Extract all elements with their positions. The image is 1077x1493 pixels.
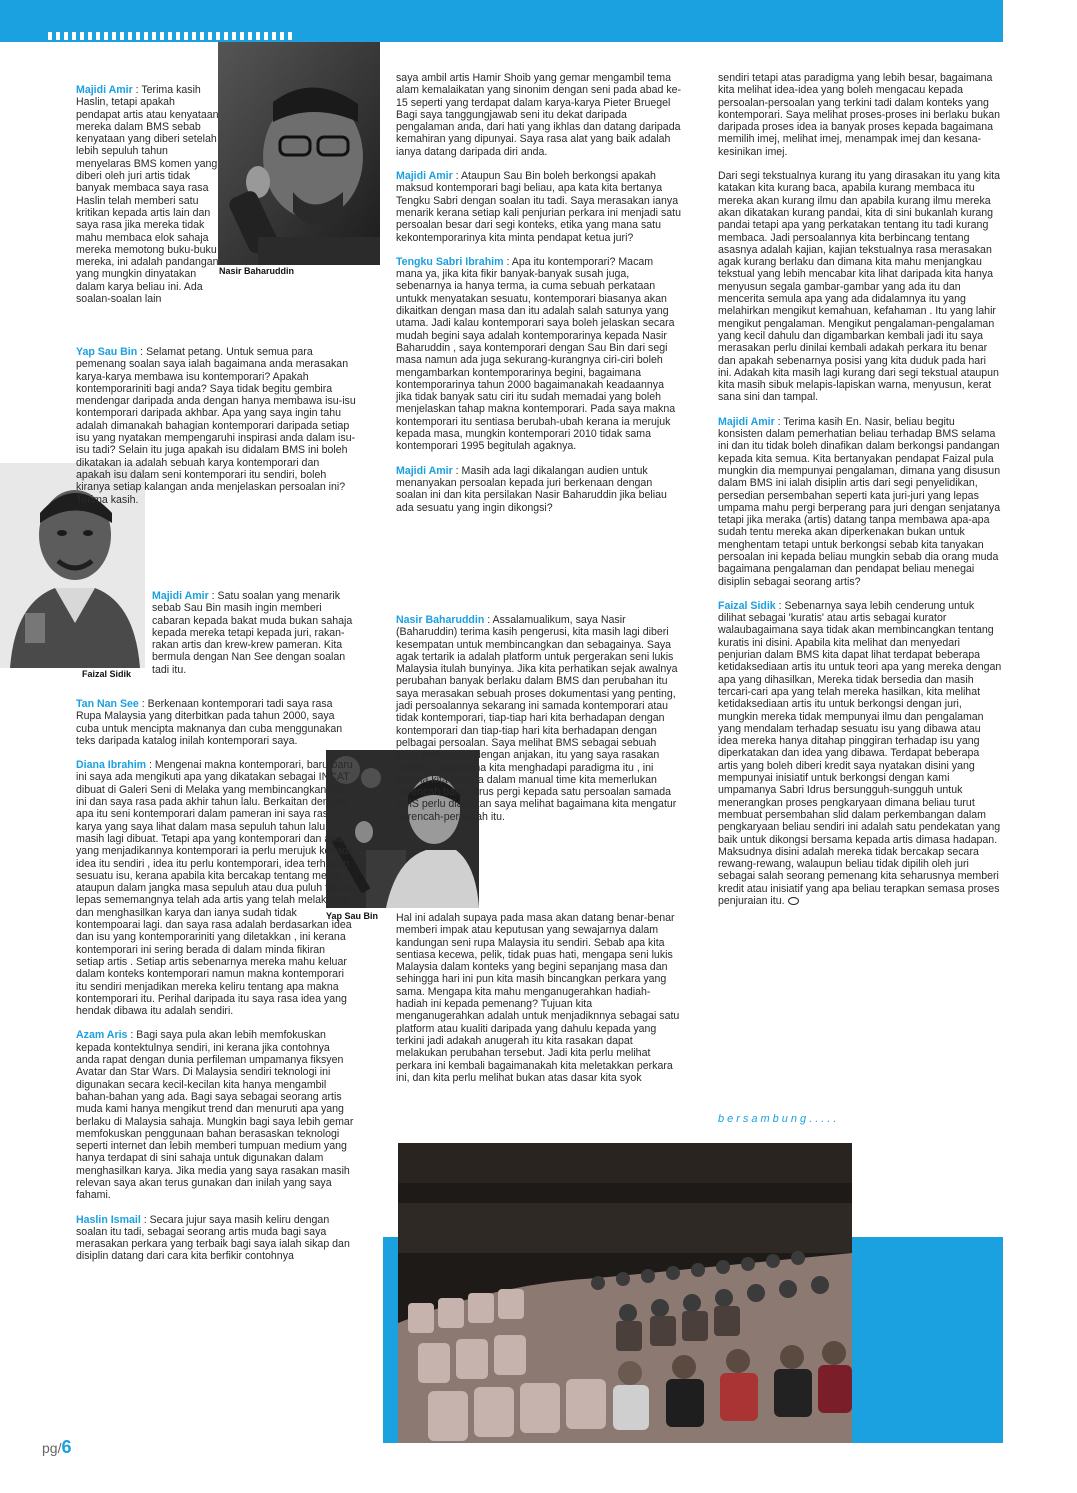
paragraph-text: : Terima kasih Haslin, tetapi apakah pendapat artis atau kenyataan mereka dalam BMS sebab kenyataan yang diberi setelah lebih sepuluh tahun menyelaras BMS komen yang diberi oleh juri artis tidak banyak membaca saya rasa Haslin telah memberi satu kritikan kepada artis lain dan saya rasa jika mereka tidak mahu membaca elok sahaja mereka memotong buku-buku mereka, ini adalah pandangan yang mungkin dinyatakan dalam karya beliau ini. Ada soalan-soalan lain xyxy=(76,84,219,306)
paragraph-col2-intro xyxy=(396,72,682,158)
paragraph-col3-tekstual xyxy=(718,170,1002,404)
paragraph-majidi-amir-5 xyxy=(718,416,1002,588)
paragraph-yap-sau-bin xyxy=(76,346,356,506)
paragraph-diana-ibrahim xyxy=(76,759,356,1017)
caption-yap-sau-bin: Yap Sau Bin xyxy=(326,911,379,921)
speaker-name: Majidi Amir xyxy=(76,84,133,96)
paragraph-faizal-sidik xyxy=(718,600,1002,907)
text-column-1-lower xyxy=(76,346,356,518)
paragraph-tengku-sabri xyxy=(396,256,682,453)
page-number-value: 6 xyxy=(61,1437,72,1457)
paragraph-text: Dari segi tekstualnya kurang itu yang dirasakan itu yang kita katakan kita kurang baca, apabila kurang membaca itu mereka akan kurang ilmu dan apabila kurang ilmu mereka akan dikatakan kurang pandai, kita di sini bukanlah kurang pandai tetapi apa yang perkatakan tentang itu tadi kurang membaca. Jadi persoalannya kita berbincang tentang asasnya adalah kajian, kajian tekstualnya rasa merasakan agak kurang berlaku dan dimana kita mahu menjangkau tekstual yang lebih mencabar kita lihat daripada kita hanya menyusun segala gambar-gambar yang ada itu dan mencerita semula apa yang ada didalamnya itu yang melahirkan mengikut kemahuan, kefahaman . Itu yang lahir mengikut pengalaman. Mengikut pengalaman-pengalaman yang kecil dahulu dan digambarkan kembali jadi itu saya merasakan perlu dinilai kembali adakah perkara itu benar dan apakah sebenarnya posisi yang kita duduk pada hari ini. Adakah kita masih lagi kurang dari segi tekstual ataupun kita masih sibuk melapis-lapiskan warna, menyusun, kerat sana sini dan tampal. xyxy=(718,170,1001,404)
photo-nasir-image xyxy=(218,42,380,265)
paragraph-text: : Secara jujur saya masih keliru dengan soalan itu tadi, sebagai seorang artis muda bagi saya merasakan perkara yang terbaik bagi saya ialah sikap dan disiplin datang dari cara kita berfikir contohnya xyxy=(76,1213,350,1263)
photo-nasir-baharuddin xyxy=(218,42,380,265)
paragraph-text: : Bagi saya pula akan lebih memfokuskan kepada kontektulnya sendiri, ini kerana jika contohnya anda rapat dengan dunia perfileman umpamanya fiksyen Avatar dan Star Wars. Di Malaysia sendiri teknologi ini digunakan secara kecil-kecilan kita hanya mengambil bahan-bahan yang ada. Bagi saya sebagai seorang artis muda kami hanya mengikut trend dan menuruti apa yang berlaku di Malaysia sahaja. Mungkin bagi saya lebih gemar memfokuskan penggunaan bahan berasaskan teknologi seperti internet dan lebih memberi tumpuan medium yang hanya terdapat di sini sahaja untuk digunakan dalam menghasilkan karya. Jika media yang saya rasakan masih relevan saya akan terus gunakan dan inilah yang saya fahami. xyxy=(76,1029,354,1202)
paragraph-majidi-amir-4 xyxy=(396,465,682,514)
paragraph-majidi-amir-3 xyxy=(396,170,682,244)
speaker-name: Tan Nan See xyxy=(76,698,139,710)
speaker-name: Nasir Baharuddin xyxy=(396,614,485,626)
speaker-name: Haslin Ismail xyxy=(76,1213,141,1226)
speaker-name: Majidi Amir xyxy=(396,170,453,183)
caption-nasir-baharuddin: Nasir Baharuddin xyxy=(219,266,295,276)
text-column-1-indented xyxy=(152,590,356,688)
paragraph-text: : Satu soalan yang menarik sebab Sau Bin masih ingin memberi cabaran kepada bakat muda bukan sahaja kepada mereka tetapi kepada juri, rakan-rakan artis dan krew-krew pameran. Kita bermula dengan Nan See dengan soalan tadi itu. xyxy=(152,590,353,676)
paragraph-text: : Sebenarnya saya lebih cenderung untuk dilihat sebagai 'kuratis' atau artis sebagai kurator walaubagaimana saya tidak akan membincangkan tentang kuratis ini disini. Apabila kita melihat dan menyedari penjurian dalam BMS kita dapat lihat terdapat beberapa ketidaksediaan artis itu untuk teori apa yang mereka dengan apa yang dihasilkan, Mereka tidak bersedia dan masih tercari-cari apa yang telah mereka hasilkan, kita melihat ketidaksediaan artis itu untuk berkongsi dengan juri, mungkin mereka tidak mempunyai ilmu dan pengalaman yang mendalam terhadap sesuatu isu yang dibawa atau idea mereka hanya ditahap pinggiran terhadap isu yang diperkatakan dan idea yang dibawa. Terdapat beberapa artis yang boleh diberi kredit saya nyatakan disini yang mempunyai inisiatif untuk berkongsi dengan kami umpamanya Sabri Idrus bersungguh-sungguh untuk menerangkan proses pengkaryaan dimana beliau turut membuat persembahan slid dalam perkembangan dalam pengkaryaan beliau sendiri ini adalah satu pendekatan yang baik untuk dikongsi bersama kepada artis dimasa hadapan. Maksudnya disini adalah mereka tidak bercakap secara rewang-rewang, walaupun beliau tidak dipilih oleh juri sebagai salah seorang pemenang kita seharusnya memberi kredit atau inisiatif yang apa beliau terapkan semasa proses penjuraian itu. xyxy=(718,599,1002,907)
paragraph-majidi-amir-1 xyxy=(76,84,221,305)
page-number-prefix: pg/ xyxy=(42,1440,62,1456)
photo-audience-image xyxy=(398,1143,852,1443)
paragraph-text: : Terima kasih En. Nasir, beliau begitu konsisten dalam pemerhatian beliau terhadap BMS selama ini dan itu tidak boleh dinafikan dalam berkongsi pandangan kepada kita semua. Kita bertanyakan pendapat Faizal pula mungkin dia mempunyai pengalaman, dimana yang disusun dalam BMS ini ialah disiplin artis dari segi penyelidikan, persedian persembahan seperti kata juri-juri yang lepas umpama mahu pergi berperang para juri dengan senjatanya tetapi jika meraka (artis) datang tanpa membawa apa-apa sudah tentu mereka akan diperkenakan bukan untuk menghentam tetapi untuk berkongsi sebab kita tanyakan persoalan ini kepada beliau mungkin sebab dia orang muda bagaimana pengalaman dan pendapat beliau menegai disiplin sebagai seorang artis? xyxy=(718,415,1001,588)
paragraph-col2-continuation xyxy=(396,912,682,1084)
speaker-name: Majidi Amir xyxy=(396,464,453,477)
caption-faizal-sidik: Faizal Sidik xyxy=(82,669,132,679)
paragraph-text: : Masih ada lagi dikalangan audien untuk menanyakan persoalan kepada juri berkenaan dengan soalan ini dan kita persilakan Nasir Baharuddin jika beliau ada sesuatu yang ingin dikongsi? xyxy=(396,464,667,514)
top-banner-dashes xyxy=(48,32,292,40)
paragraph-text: sendiri tetapi atas paradigma yang lebih besar, bagaimana kita melihat idea-idea yang boleh mengacau kepada persoalan-persoalan yang terkini tadi dalam konteks yang kontemporari. Saya melihat proses-proses ini berlaku bukan daripada proses idea ia banyak proses kepada bagaimana memilih imej, melihat imej, menampak imej dan kesana-kesinikan imej. xyxy=(718,72,1001,158)
paragraph-nasir-baharuddin xyxy=(396,614,682,823)
paragraph-text: : Berkenaan kontemporari tadi saya rasa Rupa Malaysia yang diterbitkan pada tahun 2000, saya cuba untuk mencipta maknanya dan cuba menggunakan teks daripada katalog inilah kontemporari saya. xyxy=(76,698,343,747)
speaker-name: Majidi Amir xyxy=(718,415,775,428)
speaker-name: Diana Ibrahim xyxy=(76,759,147,772)
paragraph-text: Hal ini adalah supaya pada masa akan datang benar-benar memberi impak atau keputusan yang sewajarnya dalam kandungan seni rupa Malaysia itu sendiri. Sebab apa kita sentiasa kecewa, pelik, tidak puas hati, mengapa seni lukis Malaysia dalam konteks yang begini sepanjang masa dan sehingga hari ini pun kita masih bincangkan perkara yang sama. Mengapa kita mahu menganugerahkan hadiah-hadiah ini kepada pemenang? Tujuan kita menganugerahkan adalah untuk menjadiknnya sebagai satu platform atau kualiti daripada yang dahulu kepada yang terkini jadi adakah anugerah itu kita rasakan dapat melakukan perubahan tersebut. Jadi kita perlu melihat perkara ini kembali bagaimanakah kita meletakkan perkara ini, dan kita perlu melihat bukan atas dasar kita syok xyxy=(396,912,680,1084)
paragraph-text: : Assalamualikum, saya Nasir (Baharuddin) terima kasih pengerusi, kita masih lagi diberi kesempatan untuk membincangkan dan sebagainya. Saya agak tertarik ia adalah platform untuk pergerakan seni lukis Malaysia itulah bunyinya. Jika kita perhatikan sejak awalnya perubahan banyak berlaku dalam BMS dan perubahan itu saya merasakan sebuah proses dokumentasi yang penting, jadi persoalannya sekarang ini samada kontemporari atau tidak kontemporari, tiap-tiap hari kita berhadapan dengan kontemporari dan tiap-tiap hari kita berhadapan dengan pelbagai persoalan. Saya melihat BMS sebagai sebuah yang berkenaan dengan anjakan, itu yang saya rasakan penting bagaimana kita menghadapi paradigma itu , ini kerana kita berada dalam manual time kita memerlukan perencah baru harus pergi kepada satu persoalan samada BMS perlu diadakan saya melihat bagaimana kita mengatur perencah-perencah itu. xyxy=(396,614,678,823)
paragraph-haslin-ismail xyxy=(76,1214,356,1263)
page-number xyxy=(42,1437,71,1458)
text-column-2 xyxy=(396,72,682,526)
paragraph-majidi-amir-2 xyxy=(152,590,356,676)
paragraph-text: : Selamat petang. Untuk semua para pemenang soalan saya ialah bagaimana anda merasakan karya-karya membawa isu kontemporari? Apakah kontemporariniti bagi anda? Saya tidak begitu gembira mendengar daripada anda dengan hanya membawa isu-isu kontemporari daripada akhbar. Apa yang saya ingin tahu adalah dimanakah bahagian kontemporari daripada setiap isu yang nyatakan mempengaruhi inspirasi anda dalam isu-isu tadi? Selain itu juga apakah isu didalam BMS ini boleh dikatakan ia adalah sebuah karya kontemporari dan apakah isu dalam seni kontemporari itu sendiri, boleh kiranya setiap kalangan anda menjelaskan persoalan ini? Terima kasih. xyxy=(76,346,356,506)
speaker-name: Tengku Sabri Ibrahim xyxy=(396,255,504,268)
accent-block-bottom-right xyxy=(852,1237,1003,1443)
speaker-name: Majidi Amir xyxy=(152,590,209,602)
paragraph-text: : Mengenai makna kontemporari, baru-baru ini saya ada mengikuti apa yang dikatakan sebagai INCAT dibuat di Galeri Seni di Melaka yang membincangkan hal ini dan saya rasa pada akhir tahun lalu. Berkaitan dengan apa itu seni kontemporari dalam pameran ini saya rasa karya yang saya lihat dalam masa sepuluh tahun lalu masih lagi dibuat. Tetapi apa yang kontemporari dan apa yang menjadikannya kontemporari ia perlu merujuk kepada idea itu sendiri , idea itu perlu kontemporari, idea terhadap sesuatu isu, kerana apabila kita bercakap tentang media ataupun dalam jangka masa sepuluh atau dua puluh tahun lepas sememangnya telah ada artis yang telah melakukan dan menghasilkan karya dan ianya sudah tidak kontempoarai lagi. dan saya rasa adalah berdasarkan idea dan isu yang kontemporariniti yang diletakkan , ini kerana kontemporari ini sering berada di dalam minda fikiran setiap artis . Setiap artis sebenarnya mereka mahu keluar dalam konteks kontemporari namun makna kontemporari itu sendiri menjadikan mereka keliru tentang apa makna kontemporari itu. Perihal daripada itu saya rasa idea yang hendak dibawa itu adalah sendiri. xyxy=(76,759,354,1018)
paragraph-col3-intro xyxy=(718,72,1002,158)
end-mark-icon xyxy=(788,897,799,905)
text-column-1 xyxy=(76,84,221,305)
text-column-3 xyxy=(718,72,1002,919)
speaker-name: Faizal Sidik xyxy=(718,599,776,612)
paragraph-text: : Apa itu kontemporari? Macam mana ya, jika kita fikir banyak-banyak susah juga, sebenarnya ia hanya terma, ia cuma sebuah perkataan untukk menyatakan sesuatu, kontemporari biasanya akan dikaitkan dengan masa dan itu adalah salah satunya yang utama. Jadi kalau kontemporari saya boleh jelaskan secara mudah begini saya adalah kontemporarinya kepada Nasir Baharuddin , saya kontemporari dengan Sau Bin dari segi masa namun ada juga sekurang-kurangnya ciri-ciri boleh mengambarkan kontemporarinya begini, bagaimana kontemporarinya tahun 2000 bagaimanakah keadaannya jika tidak banyak satu ciri itu sudah memadai yang boleh menjelaskan tahap makna kontemporari. Pada saya makna kontemporari itu sentiasa berubah-ubah kerana ia merujuk kepada masa, mungkin kontemporari 2010 tidak sama kontemporari 1995 begitulah agaknya. xyxy=(396,255,676,453)
text-column-2-bottom xyxy=(396,912,682,1096)
speaker-name: Azam Aris xyxy=(76,1029,128,1042)
text-column-2-nasir xyxy=(396,614,682,835)
paragraph-azam-aris xyxy=(76,1029,356,1201)
text-column-1-bottom xyxy=(76,698,356,1275)
paragraph-text: saya ambil artis Hamir Shoib yang gemar mengambil tema alam kemalaikatan yang sinonim dengan seni pada abad ke-15 seperti yang terdapat dalam karya-karya Pieter Bruegel Bagi saya tanggungjawab seni itu dekat daripada pengalaman anda, dari hati yang ikhlas dan datang daripada kemahiran yang dipunyai. Saya rasa alat yang baik adalah ianya datang daripada diri anda. xyxy=(396,72,682,158)
accent-block-bottom-left xyxy=(383,1237,398,1443)
photo-audience-auditorium xyxy=(398,1143,852,1443)
paragraph-tan-nan-see xyxy=(76,698,356,747)
paragraph-text: : Ataupun Sau Bin boleh berkongsi apakah maksud kontemporari bagi beliau, apa kata kita bertanya Tengku Sabri dengan soalan itu tadi. Saya merasakan ianya menarik kerana setiap kali penjurian perkara ini menjadi satu persoalan besar dari segi konteks, etika yang mana satu kekontemporarinya kita minta pendapat ketua juri? xyxy=(396,170,682,244)
top-banner-bar xyxy=(0,0,1003,42)
speaker-name: Yap Sau Bin xyxy=(76,346,138,358)
continued-label: bersambung..... xyxy=(718,1113,840,1125)
